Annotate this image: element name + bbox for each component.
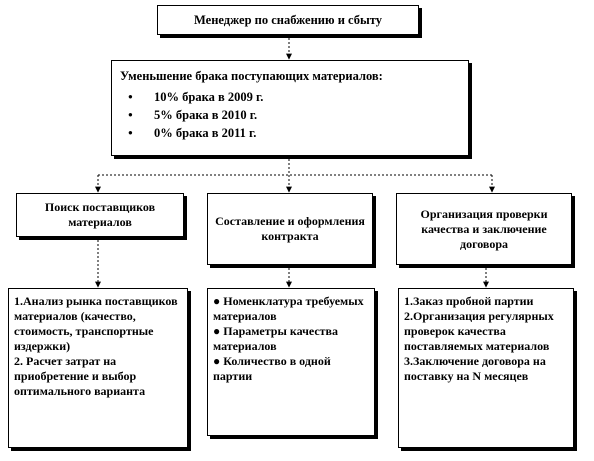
branch-quality-check-box — [396, 193, 572, 265]
manager-box — [157, 5, 419, 35]
contract-tasks-box — [207, 288, 375, 436]
task-item: 3.Заключение договора на поставку на N месяцев — [404, 354, 546, 383]
task-item: 1.Заказ пробной партии — [404, 294, 534, 308]
task-item: ● Количество в одной партии — [213, 354, 331, 383]
task-item: 2. Расчет затрат на приобретение и выбор оптимального варианта — [14, 354, 146, 398]
goal-list — [120, 88, 468, 142]
goal-item: ● 10% брака в 2009 г. — [154, 88, 468, 106]
branch-contract-box — [207, 193, 373, 265]
goal-item: ● 5% брака в 2010 г. — [154, 106, 468, 124]
goal-title: Уменьшение брака поступающих материалов: — [120, 69, 383, 83]
goal-item: ● 0% брака в 2011 г. — [154, 124, 468, 142]
branch-label: Поиск поставщиков материалов — [44, 200, 156, 229]
task-item: ● Параметры качества материалов — [213, 324, 339, 353]
task-item: ● Номенклатура требуемых материалов — [213, 294, 364, 323]
branch-label: Составление и оформления контракта — [215, 214, 365, 243]
branch-supplier-search-box — [16, 193, 184, 237]
manager-label: Менеджер по снабжению и сбыту — [194, 12, 382, 27]
quality-check-tasks-box — [398, 288, 574, 448]
task-item: 2.Организация регулярных проверок качества поставляемых материалов — [404, 309, 554, 353]
task-item: 1.Анализ рынка поставщиков материалов (качество, стоимость, транспортные издержки) — [14, 294, 178, 353]
supplier-search-tasks-box — [8, 288, 188, 448]
branch-label: Организация проверки качества и заключение договора — [420, 206, 548, 251]
goal-box — [111, 60, 469, 156]
